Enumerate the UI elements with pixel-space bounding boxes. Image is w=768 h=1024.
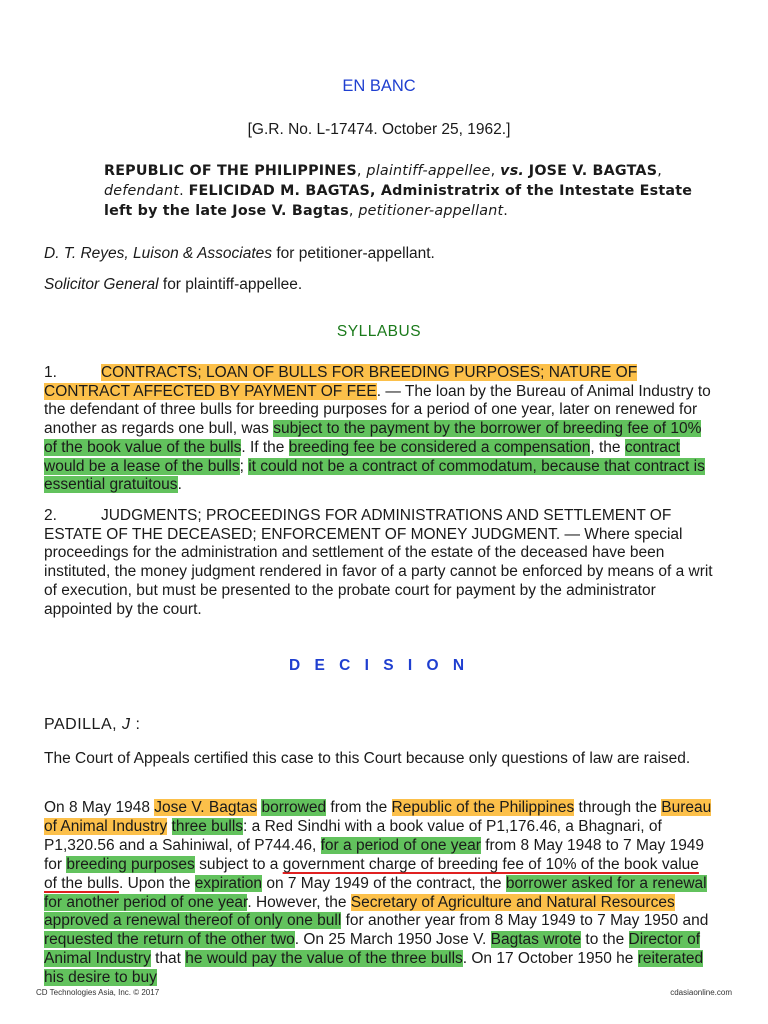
counsel-role: for plaintiff-appellee. (158, 276, 303, 293)
highlight-orange: Secretary of Agriculture and Natural Resources (350, 893, 675, 911)
text-run: on 7 May 1949 of the contract, the (262, 874, 506, 892)
en-banc-heading: EN BANC (342, 77, 416, 95)
highlight-green: expiration (194, 874, 263, 892)
text-run: from 8 May 1948 to 7 May 1949 for (44, 836, 705, 873)
colon: : (130, 716, 141, 733)
highlight-green: Bagtas wrote (490, 931, 582, 949)
text-run: . On 25 March 1950 Jose V. (294, 931, 491, 949)
highlight-green: reiterated his desire to buy (44, 950, 704, 987)
case-caption: REPUBLIC OF THE PHILIPPINES, plaintiff-appellee, vs. JOSE V. BAGTAS, defendant. FELICIDAD M. BAGTAS, Administratrix of the Intestate Estate left by the late Jose V. Bagtas, petitioner-appellant. (104, 163, 693, 219)
highlight-green: contract would be a lease of the bulls (44, 438, 680, 475)
footer-site: cdasiaonline.com (670, 988, 732, 997)
text-run: : a Red Sindhi with a book value of P1,176.46, a Bhagnari, of P1,320.56 and a Sahiniwal, of P744.46, (44, 817, 662, 854)
text-run: . Upon the (118, 874, 195, 892)
highlight-orange: CONTRACTS; LOAN OF BULLS FOR BREEDING PURPOSES; NATURE OF CONTRACT AFFECTED BY PAYMENT OF FEE (44, 364, 638, 400)
defendant-role: defendant (104, 183, 180, 199)
text-run: . However, the (247, 893, 351, 911)
justice-abbr: J (122, 716, 131, 733)
text-run: that (150, 950, 186, 968)
petitioner-role: petitioner-appellant (358, 203, 504, 219)
highlight-green: borrower asked for a renewal for another period of one year (44, 874, 707, 911)
text-run: . (177, 476, 182, 494)
text-run: . — The loan by the Bureau of Animal Industry to the defendant of three bulls for breeding purposes for a period of one year, later on renewed for another as regards one bull, was (44, 382, 711, 438)
text-run: , the (590, 438, 625, 456)
highlight-green: subject to the payment by the borrower of breeding fee of 10% of the book value of the bulls (44, 420, 702, 456)
highlight-green: breeding purposes (66, 855, 195, 873)
text-run: On 8 May 1948 (44, 799, 155, 816)
highlight-orange: Republic of the Philippines (391, 799, 575, 816)
plaintiff-role: plaintiff-appellee (366, 163, 491, 179)
highlight-green: Director of Animal Industry (44, 931, 701, 968)
text-run: for another year from 8 May 1949 to 7 May 1950 and (341, 912, 709, 930)
gr-number: [G.R. No. L-17474. October 25, 1962.] (247, 121, 511, 138)
party-plaintiff: REPUBLIC OF THE PHILIPPINES (104, 163, 357, 179)
item-number: 2. (44, 507, 57, 524)
decision-heading: D E C I S I O N (288, 657, 470, 674)
body-paragraph-1: The Court of Appeals certified this case to this Court because only questions of law are raised. (44, 750, 691, 767)
syllabus-item-1 (44, 364, 714, 495)
text-run: subject to a (194, 855, 283, 873)
ponente: PADILLA, J : (44, 716, 141, 733)
justice-name: PADILLA (44, 716, 113, 733)
highlight-green: for a period of one year (320, 836, 481, 854)
item-text: JUDGMENTS; PROCEEDINGS FOR ADMINISTRATIONS AND SETTLEMENT OF ESTATE OF THE DECEASED; ENFORCEMENT OF MONEY JUDGMENT. — Where special proceedings for the administration and settlement of the estate of the deceased have been instituted, the money judgment rendered in favor of a party cannot be enforced by means of a writ of execution, but must be presented to the probate court for payment by the administrator appointed by the court. (44, 507, 713, 618)
text-run: through the (574, 799, 662, 816)
text-run: from the (326, 799, 392, 816)
counsel-role: for petitioner-appellant. (272, 245, 435, 262)
party-defendant: JOSE V. BAGTAS (528, 163, 658, 179)
highlight-orange: Bureau of Animal Industry (44, 799, 712, 835)
highlight-green: it could not be a contract of commodatum, because that contract is essential gratuitous (44, 457, 705, 494)
text-run (167, 818, 171, 835)
counsel-plaintiff (44, 276, 714, 295)
footer-copyright: CD Technologies Asia, Inc. © 2017 (36, 988, 160, 997)
counsel-name: Solicitor General (44, 276, 159, 293)
highlight-orange: Jose V. Bagtas (154, 799, 258, 816)
counsel-petitioner (44, 245, 714, 264)
counsel-name: D. T. Reyes, Luison & Associates (44, 245, 273, 262)
versus: vs. (500, 163, 525, 179)
text-run: . On 17 October 1950 he (462, 950, 638, 968)
highlight-green: breeding fee be considered a compensation (288, 438, 591, 456)
highlight-green: requested the return of the other two (44, 931, 295, 949)
highlight-green: he would pay the value of the three bulls (185, 950, 463, 968)
party-petitioner: FELICIDAD M. BAGTAS, Administratrix of the Intestate Estate left by the late Jose V. Bagtas (104, 183, 693, 219)
syllabus-heading: SYLLABUS (336, 323, 422, 340)
underline-red: government charge of breeding fee of 10% of the book value of the bulls (44, 855, 699, 892)
body-paragraph-2 (44, 799, 714, 988)
item-number: 1. (44, 364, 57, 381)
highlight-green: three bulls (171, 817, 244, 835)
text-run: . If the (241, 438, 289, 456)
highlight-green: borrowed (261, 799, 327, 816)
syllabus-item-2 (44, 507, 714, 619)
text-run: ; (239, 457, 249, 475)
text-run: to the (581, 931, 629, 949)
highlight-green: approved a renewal thereof of only one bull (44, 912, 342, 930)
